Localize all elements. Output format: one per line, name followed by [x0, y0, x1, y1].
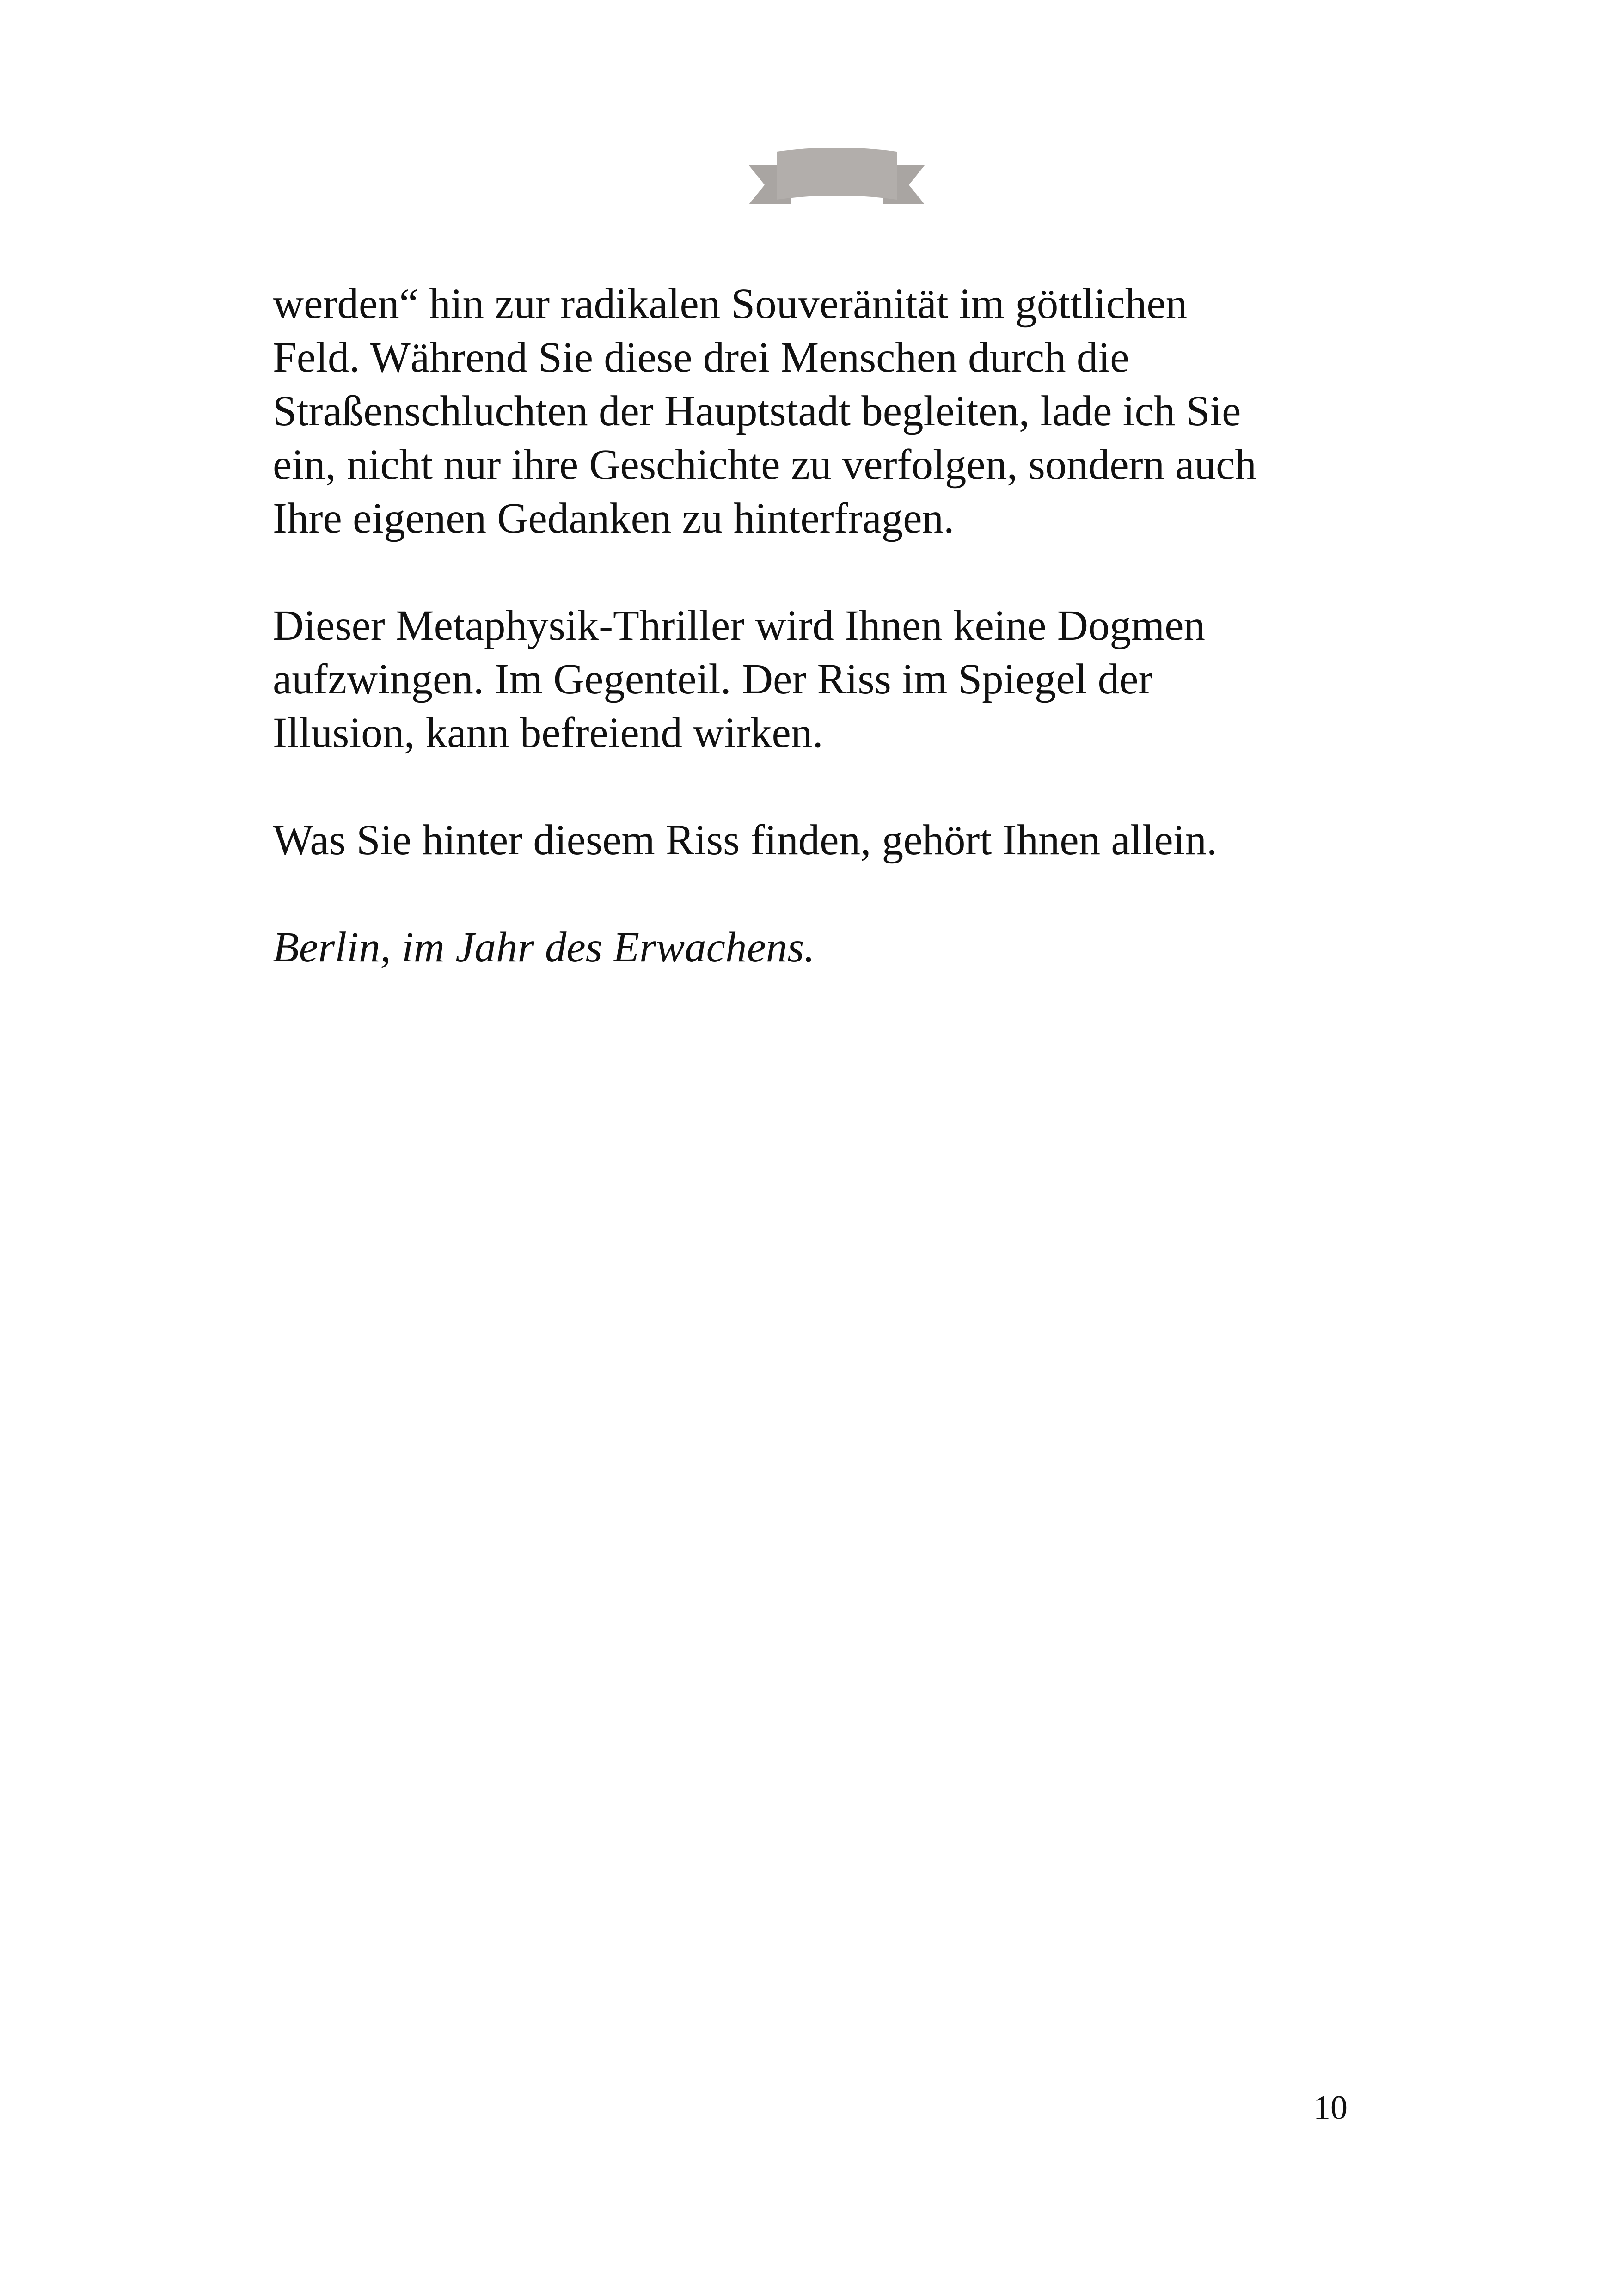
ribbon-banner-icon: [749, 148, 925, 213]
paragraph-3: Was Sie hinter diesem Riss finden, gehört Ihnen allein.: [273, 816, 1218, 864]
paragraph-2: Dieser Metaphysik-Thriller wird Ihnen keine Dogmen aufzwingen. Im Gegenteil. Der Riss im Spiegel der Illusion, kann befreiend wirken.: [273, 602, 1205, 757]
paragraph-1: werden“ hin zur radikalen Souveränität im göttlichen Feld. Während Sie diese drei Menschen durch die Straßenschluchten der Hauptstadt begleiten, lade ich Sie ein, nicht nur ihre Geschichte zu verfolgen, sondern auch Ihre eigenen Gedanken zu hinterfragen.: [273, 280, 1256, 542]
body-text: [273, 277, 1364, 1028]
signature-line: Berlin, im Jahr des Erwachens.: [273, 924, 815, 971]
page-number: 10: [1313, 2089, 1348, 2127]
